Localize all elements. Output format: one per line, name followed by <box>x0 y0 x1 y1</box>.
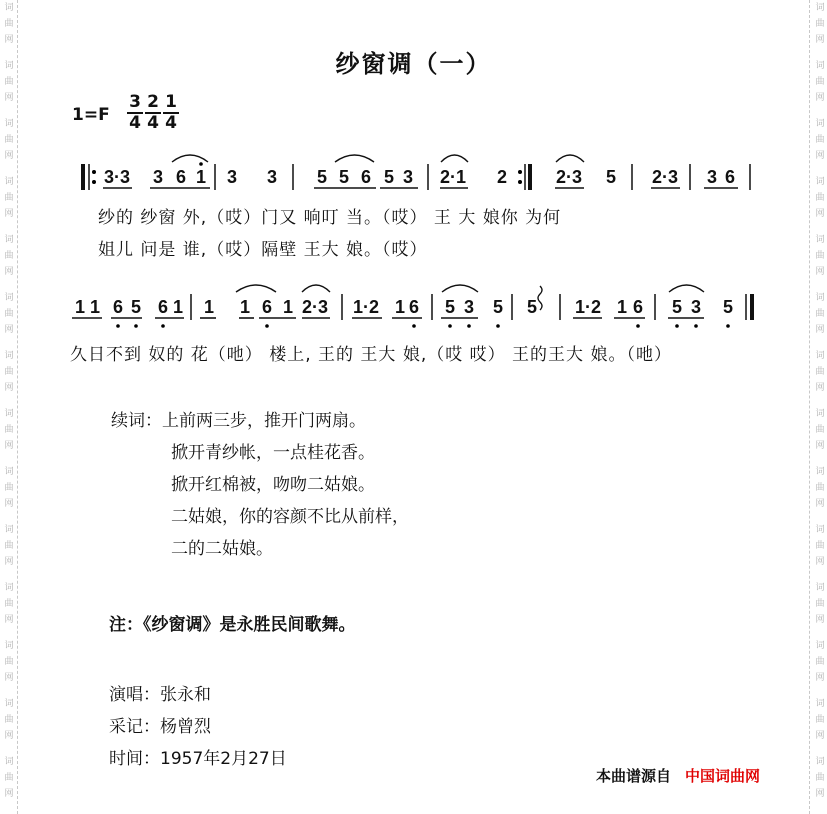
note-digit: 1 <box>239 297 251 317</box>
watermark-glyph: 网 <box>815 673 825 683</box>
note-digit: 6 <box>261 297 273 317</box>
octave-dot-low <box>496 324 500 328</box>
note-digit: 6 <box>175 167 187 187</box>
watermark-glyph: 曲 <box>4 77 14 87</box>
octave-dot-low <box>636 324 640 328</box>
watermark-glyph: 曲 <box>815 309 825 319</box>
left-watermark-strip <box>0 0 18 814</box>
lyrics-line-1-verse-1: 纱的 纱窗 外,（哎）门又 响叮 当。（哎） 王 大 娘你 为何 <box>98 208 562 228</box>
slur <box>335 155 374 162</box>
watermark-glyph: 网 <box>815 209 825 219</box>
note-digit: 3 <box>266 167 278 187</box>
watermark-glyph: 曲 <box>815 599 825 609</box>
note-digit: 1 <box>172 297 184 317</box>
watermark-glyph: 网 <box>4 209 14 219</box>
watermark-glyph: 网 <box>4 267 14 277</box>
octave-dot-low <box>694 324 698 328</box>
watermark-glyph: 曲 <box>4 483 14 493</box>
continuation-line: 掀开青纱帐，一点桂花香。 <box>171 443 375 463</box>
watermark-glyph: 网 <box>4 731 14 741</box>
watermark-glyph: 曲 <box>815 715 825 725</box>
octave-dot-low <box>726 324 730 328</box>
slur <box>302 285 330 292</box>
continuation-label: 续词： <box>111 411 162 431</box>
octave-dot-high <box>199 162 203 166</box>
notation-staff-1 <box>0 150 827 210</box>
watermark-glyph: 词 <box>815 467 825 477</box>
watermark-glyph: 网 <box>815 441 825 451</box>
key-signature: 1=F <box>72 105 110 125</box>
slur <box>172 155 208 162</box>
note-digit: 2·3 <box>555 167 583 187</box>
octave-dot-low <box>116 324 120 328</box>
lyrics-line-1-verse-2: 姐儿 问是 谁,（哎）隔壁 王大 娘。（哎） <box>98 240 428 260</box>
repeat-end-bar <box>528 164 532 190</box>
repeat-dot <box>92 170 96 174</box>
continuation-line: 掀开红棉被，吻吻二姑娘。 <box>171 475 375 495</box>
note-digit: 3 <box>152 167 164 187</box>
watermark-glyph: 网 <box>4 151 14 161</box>
watermark-glyph: 曲 <box>4 425 14 435</box>
slur <box>556 155 584 162</box>
repeat-dot <box>518 170 522 174</box>
final-bar <box>750 294 754 320</box>
watermark-glyph: 词 <box>4 641 14 651</box>
watermark-glyph: 词 <box>815 699 825 709</box>
slur <box>236 285 276 292</box>
note-digit: 2 <box>496 167 508 187</box>
note-digit: 3 <box>226 167 238 187</box>
note-digit: 1 <box>282 297 294 317</box>
watermark-glyph: 网 <box>4 615 14 625</box>
watermark-glyph: 网 <box>4 325 14 335</box>
credit-date: 时间：1957年2月27日 <box>109 749 287 769</box>
source-brand-link[interactable]: 中国词曲网 <box>685 767 761 785</box>
watermark-glyph: 曲 <box>815 367 825 377</box>
watermark-glyph: 词 <box>4 235 14 245</box>
slur <box>441 155 468 162</box>
note-digit: 5 <box>130 297 142 317</box>
watermark-glyph: 词 <box>815 757 825 767</box>
watermark-glyph: 词 <box>4 699 14 709</box>
watermark-glyph: 词 <box>4 177 14 187</box>
watermark-glyph: 词 <box>815 177 825 187</box>
note-digit: 3·3 <box>103 167 131 187</box>
note-digit: 5 <box>316 167 328 187</box>
watermark-glyph: 词 <box>815 525 825 535</box>
source-prefix: 本曲谱源自 <box>596 767 672 785</box>
watermark-glyph: 词 <box>4 525 14 535</box>
watermark-glyph: 词 <box>4 119 14 129</box>
repeat-start-bar <box>81 164 85 190</box>
note-digit: 1 <box>616 297 628 317</box>
watermark-glyph: 词 <box>815 119 825 129</box>
watermark-glyph: 词 <box>815 61 825 71</box>
watermark-glyph: 词 <box>815 293 825 303</box>
credit-recorder: 采记：杨曾烈 <box>109 717 211 737</box>
watermark-glyph: 曲 <box>4 541 14 551</box>
note-digit: 6 <box>157 297 169 317</box>
watermark-glyph: 曲 <box>815 425 825 435</box>
watermark-glyph: 曲 <box>4 251 14 261</box>
watermark-glyph: 网 <box>815 325 825 335</box>
lyrics-line-2: 久日不到 奴的 花（吔） 楼上, 王的 王大 娘,（哎 哎） 王的王大 娘。（吔） <box>70 345 672 365</box>
watermark-glyph: 网 <box>815 383 825 393</box>
watermark-glyph: 网 <box>4 383 14 393</box>
slur <box>669 285 704 292</box>
watermark-glyph: 词 <box>815 3 825 13</box>
credit-singer: 演唱：张永和 <box>109 685 211 705</box>
meter-1-4: $\frac{1}{4}$ <box>163 93 179 133</box>
octave-dot-low <box>412 324 416 328</box>
watermark-glyph: 曲 <box>815 135 825 145</box>
note-digit: 2·3 <box>651 167 679 187</box>
octave-dot-low <box>265 324 269 328</box>
slur <box>442 285 478 292</box>
watermark-glyph: 曲 <box>815 193 825 203</box>
watermark-glyph: 网 <box>4 93 14 103</box>
note-digit: 5 <box>492 297 504 317</box>
octave-dot-low <box>448 324 452 328</box>
song-title: 纱窗调（一） <box>335 50 492 78</box>
note-digit: 1·2 <box>574 297 602 317</box>
watermark-glyph: 网 <box>4 441 14 451</box>
watermark-glyph: 网 <box>815 267 825 277</box>
origin-note: 注：《纱窗调》是永胜民间歌舞。 <box>109 615 356 635</box>
watermark-glyph: 网 <box>4 35 14 45</box>
watermark-glyph: 曲 <box>815 541 825 551</box>
watermark-glyph: 词 <box>815 351 825 361</box>
note-digit: 5 <box>338 167 350 187</box>
continuation-lyrics <box>111 405 409 565</box>
right-watermark-strip <box>809 0 827 814</box>
watermark-glyph: 词 <box>815 235 825 245</box>
octave-dot-low <box>467 324 471 328</box>
watermark-glyph: 词 <box>4 293 14 303</box>
note-digit: 6 <box>724 167 736 187</box>
watermark-glyph: 曲 <box>815 483 825 493</box>
note-digit: 1 <box>74 297 86 317</box>
continuation-line: 上前两三步，推开门两扇。 <box>162 411 366 431</box>
source-attribution <box>596 765 760 786</box>
watermark-glyph: 词 <box>4 3 14 13</box>
watermark-glyph: 曲 <box>815 773 825 783</box>
watermark-glyph: 网 <box>815 731 825 741</box>
notation-staff-2 <box>0 280 827 340</box>
watermark-glyph: 曲 <box>4 773 14 783</box>
watermark-glyph: 词 <box>4 351 14 361</box>
note-digit: 5 <box>383 167 395 187</box>
meter-2-4: $\frac{2}{4}$ <box>145 93 161 133</box>
note-digit: 1 <box>89 297 101 317</box>
watermark-glyph: 曲 <box>815 19 825 29</box>
watermark-glyph: 网 <box>4 557 14 567</box>
watermark-glyph: 网 <box>815 35 825 45</box>
note-digit: 5 <box>605 167 617 187</box>
watermark-glyph: 曲 <box>815 77 825 87</box>
note-digit: 1 <box>394 297 406 317</box>
watermark-glyph: 网 <box>4 499 14 509</box>
note-digit: 1 <box>203 297 215 317</box>
repeat-dot <box>92 180 96 184</box>
watermark-glyph: 曲 <box>4 715 14 725</box>
note-digit: 6 <box>408 297 420 317</box>
watermark-glyph: 曲 <box>4 309 14 319</box>
watermark-glyph: 词 <box>4 467 14 477</box>
watermark-glyph: 曲 <box>4 599 14 609</box>
note-digit: 5 <box>444 297 456 317</box>
continuation-line: 二的二姑娘。 <box>171 539 273 559</box>
note-digit: 3 <box>690 297 702 317</box>
note-digit: 6 <box>112 297 124 317</box>
watermark-glyph: 词 <box>815 641 825 651</box>
octave-dot-low <box>161 324 165 328</box>
note-digit: 6 <box>632 297 644 317</box>
watermark-glyph: 网 <box>4 789 14 799</box>
note-digit: 3 <box>402 167 414 187</box>
watermark-glyph: 网 <box>815 93 825 103</box>
watermark-glyph: 词 <box>4 61 14 71</box>
watermark-glyph: 曲 <box>4 135 14 145</box>
watermark-glyph: 网 <box>815 789 825 799</box>
note-digit: 3 <box>463 297 475 317</box>
note-digit: 2·3 <box>301 297 329 317</box>
notation-line-2 <box>0 280 827 340</box>
note-digit: 5 <box>671 297 683 317</box>
octave-dot-low <box>675 324 679 328</box>
continuation-line: 二姑娘，你的容颜不比从前样， <box>171 507 409 527</box>
watermark-glyph: 词 <box>4 757 14 767</box>
notation-line-1 <box>0 150 827 210</box>
watermark-glyph: 曲 <box>815 251 825 261</box>
watermark-glyph: 词 <box>4 409 14 419</box>
note-digit: 5 <box>526 297 538 317</box>
note-digit: 5 <box>722 297 734 317</box>
note-digit: 1·2 <box>352 297 380 317</box>
watermark-glyph: 词 <box>4 583 14 593</box>
repeat-dot <box>518 180 522 184</box>
note-digit: 3 <box>706 167 718 187</box>
watermark-glyph: 曲 <box>4 193 14 203</box>
watermark-glyph: 词 <box>815 583 825 593</box>
watermark-glyph: 网 <box>815 499 825 509</box>
watermark-glyph: 曲 <box>4 19 14 29</box>
note-digit: 1 <box>195 167 207 187</box>
watermark-glyph: 词 <box>815 409 825 419</box>
note-digit: 2·1 <box>439 167 467 187</box>
breath-mark <box>538 286 542 310</box>
watermark-glyph: 网 <box>4 673 14 683</box>
watermark-glyph: 曲 <box>4 657 14 667</box>
watermark-glyph: 网 <box>815 151 825 161</box>
watermark-glyph: 网 <box>815 557 825 567</box>
meter-3-4: $\frac{3}{4}$ <box>127 93 143 133</box>
watermark-glyph: 网 <box>815 615 825 625</box>
note-digit: 6 <box>360 167 372 187</box>
watermark-glyph: 曲 <box>4 367 14 377</box>
watermark-glyph: 曲 <box>815 657 825 667</box>
octave-dot-low <box>134 324 138 328</box>
